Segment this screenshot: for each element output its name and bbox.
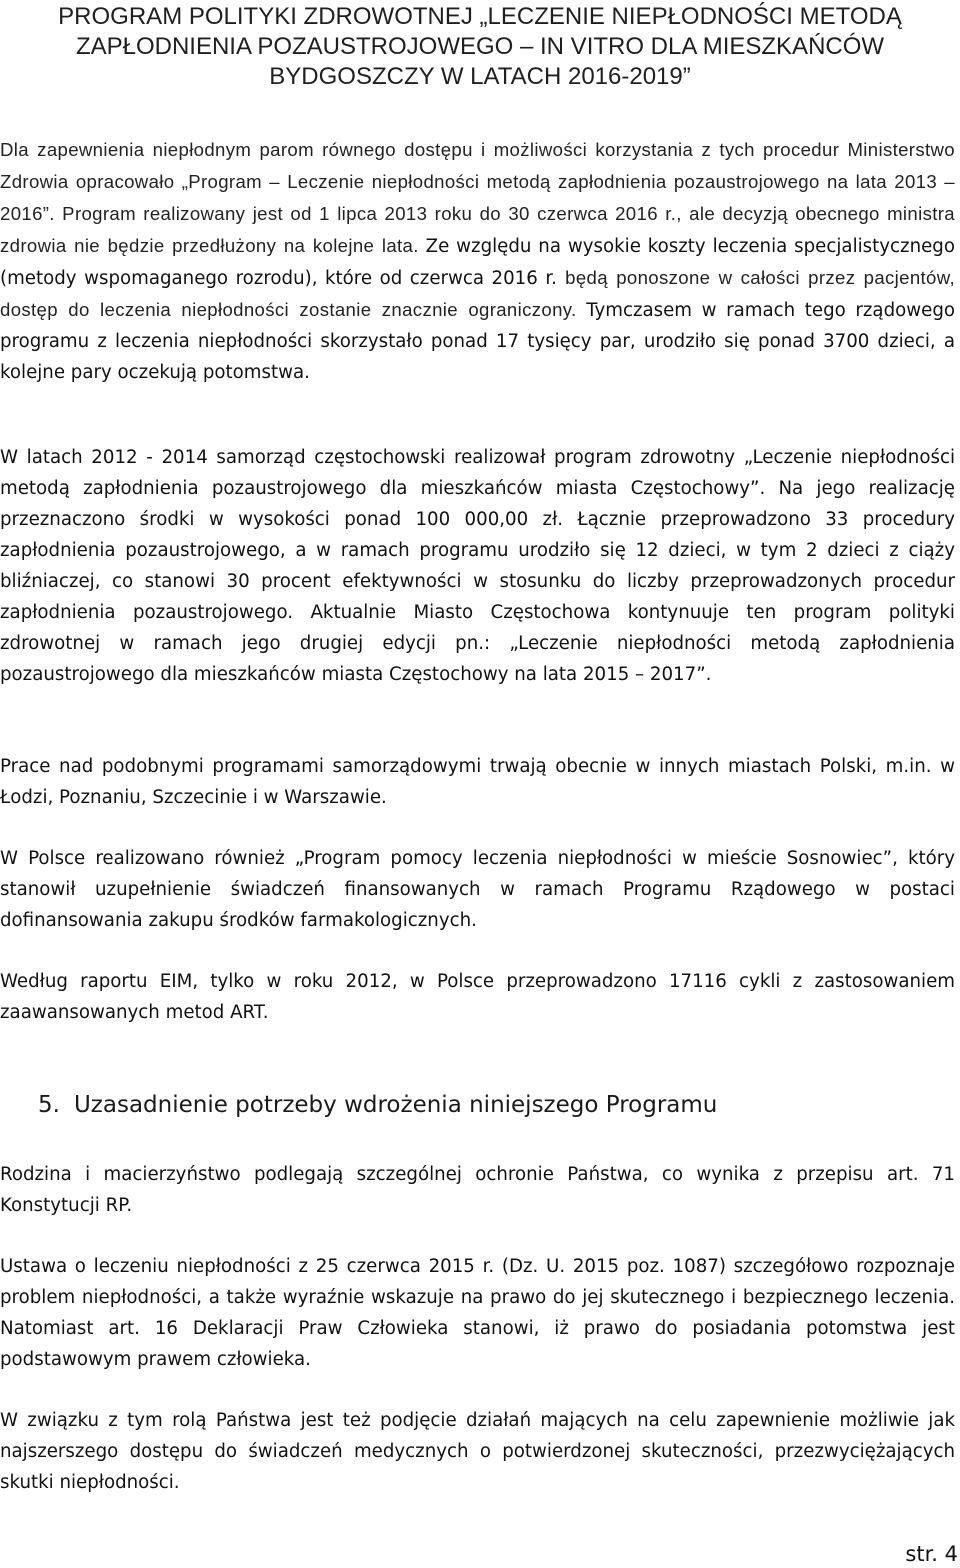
paragraph-czestochowa: W latach 2012 - 2014 samorząd częstochowski realizował program zdrowotny „Leczenie niepłodności metodą zapłodnienia pozaustrojowego dla mieszkańców miasta Częstochowy”. Na jego realizację przeznaczono środki w wysokości ponad 100 000,00 zł. Łącznie przeprowadzono 33 procedury zapłodnienia pozaustrojowego, a w ramach programu urodziło się 12 dzieci, w tym 2 dzieci z ciąży bliźniaczej, co stanowi 30 procent efektywności w stosunku do liczby przeprowadzonych procedur zapłodnienia pozaustrojowego. Aktualnie Miasto Częstochowa kontynuuje ten program polityki zdrowotnej w ramach jego drugiej edycji pn.: „Leczenie niepłodności metodą zapłodnienia pozaustrojowego dla mieszkańców miasta Częstochowy na lata 2015 – 2017”. [0,447,955,685]
paragraph-infertility-act: Ustawa o leczeniu niepłodności z 25 czerwca 2015 r. (Dz. U. 2015 poz. 1087) szczegółowo rozpoznaje problem niepłodności, a także wyraźnie wskazuje na prawo do jej skutecznego i bezpiecznego leczenia. Natomiast art. 16 Deklaracji Praw Człowieka stanowi, iż prawo do posiadania potomstwa jest podstawowym prawem człowieka. [0,1256,955,1370]
section-number: 5. [38,1092,60,1118]
paragraph-constitution: Rodzina i macierzyństwo podlegają szczególnej ochronie Państwa, co wynika z przepisu art. 71 Konstytucji RP. [0,1164,955,1216]
paragraph-sosnowiec: W Polsce realizowano również „Program pomocy leczenia niepłodności w mieście Sosnowiec”, który stanowił uzupełnienie świadczeń finansowanych w ramach Programu Rządowego w postaci dofinansowania zakupu środków farmakologicznych. [0,848,955,931]
paragraph-other-cities: Prace nad podobnymi programami samorządowymi trwają obecnie w innych miastach Polski, m.in. w Łodzi, Poznaniu, Szczecinie i w Warszawie. [0,756,955,808]
section-title: Uzasadnienie potrzeby wdrożenia niniejszego Programu [73,1092,718,1118]
document-header [0,2,960,92]
header-line-3: BYDGOSZCZY W LATACH 2016-2019” [269,63,691,90]
paragraph-ministry-program-part-4: Tymczasem w ramach tego rządowego programu z leczenia niepłodności skorzystało ponad 17 tysięcy par, urodziło się ponad 3700 dzieci, a kolejne pary oczekują potomstwa. [0,300,955,383]
paragraph-ministry-program-part-2: Ze względu na wysokie koszty leczenia specjalistycznego (metody wspomaganego rozrodu), które od czerwca 2016 r. [0,236,955,289]
header-line-2: ZAPŁODNIENIA POZAUSTROJOWEGO – IN VITRO DLA MIESZKAŃCÓW [75,33,885,60]
paragraph-ministry-program [0,134,955,388]
paragraph-ministry-program-part-3: będą ponoszone w całości przez pacjentów, dostęp do leczenia niepłodności zostanie znacznie ograniczony. [0,267,955,320]
paragraph-state-role: W związku z tym rolą Państwa jest też podjęcie działań mających na celu zapewnienie możliwie jak najszerszego dostępu do świadczeń medycznych o potwierdzonej skuteczności, przezwyciężających skutki niepłodności. [0,1410,955,1493]
page-number: str. 4 [905,1542,958,1566]
paragraph-eim-report: Według raportu EIM, tylko w roku 2012, w Polsce przeprowadzono 17116 cykli z zastosowaniem zaawansowanych metod ART. [0,971,955,1023]
header-line-1: PROGRAM POLITYKI ZDROWOTNEJ „LECZENIE NIEPŁODNOŚCI METODĄ [58,3,902,30]
paragraph-ministry-program-part-1: Dla zapewnienia niepłodnym parom równego dostępu i możliwości korzystania z tych procedur Ministerstwo Zdrowia opracowało „Program – Leczenie niepłodności metodą zapłodnienia pozaustrojowego na lata 2013 – 2016”. Program realizowany jest od 1 lipca 2013 roku do 30 czerwca 2016 r., ale decyzją obecnego ministra zdrowia nie będzie przedłużony na kolejne lata. [0,139,955,256]
section-heading [38,1092,717,1118]
